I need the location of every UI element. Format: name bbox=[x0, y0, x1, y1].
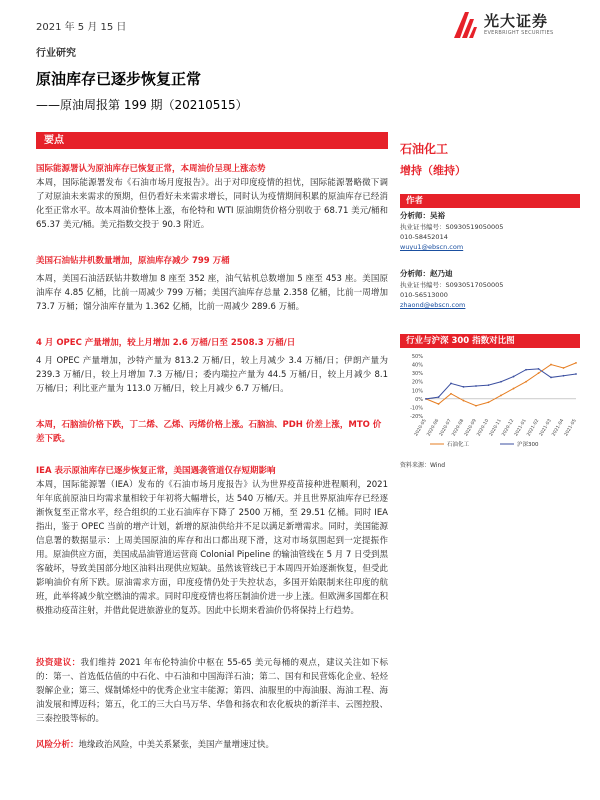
analyst-card-1 bbox=[400, 210, 580, 252]
author-label: 作者 bbox=[406, 196, 424, 206]
data-point bbox=[513, 376, 515, 378]
x-tick-label: 2020-12 bbox=[501, 418, 516, 438]
summary-section-2 bbox=[36, 254, 388, 314]
y-tick-label: 0% bbox=[415, 396, 423, 403]
data-point bbox=[500, 381, 502, 383]
investment-advice bbox=[36, 656, 388, 726]
section-headline: 美国石油钻井机数量增加，原油库存减少 799 万桶 bbox=[36, 256, 230, 266]
x-tick-label: 2021-01 bbox=[513, 418, 528, 438]
analyst-card-2 bbox=[400, 268, 580, 310]
section-body: 4 月 OPEC 产量增加，沙特产量为 813.2 万桶/日，较上月减少 3.4 万桶/日；伊朗产量为 239.3 万桶/日，较上月增加 7.3 万桶/日；委内瑞拉产量为 44.5 万桶/日，较上月减少 8.1 万桶/日；利比亚产量为 113.0 万桶/日，较上月减少 6.7 万桶/日。 bbox=[36, 356, 388, 394]
x-tick-label: 2021-05 bbox=[563, 418, 578, 438]
x-tick-label: 2020-08 bbox=[451, 418, 466, 438]
section-headline: 本周，石脑油价格下跌，丁二烯、乙烯、丙烯价格上涨。石脑油、PDH 价差上涨，MTO 价差下跌。 bbox=[36, 420, 382, 444]
y-tick-label: -20% bbox=[410, 414, 423, 420]
data-point bbox=[425, 398, 427, 400]
company-logo bbox=[452, 8, 582, 44]
legend-label: 石油化工 bbox=[447, 442, 470, 448]
data-point bbox=[550, 364, 552, 366]
analyst-phone: 010-58452014 bbox=[400, 233, 448, 241]
data-point bbox=[475, 405, 477, 407]
chart-label: 行业与沪深 300 指数对比图 bbox=[406, 336, 515, 346]
x-tick-label: 2020-06 bbox=[426, 418, 441, 438]
x-tick-label: 2020-05 bbox=[413, 418, 428, 438]
report-type: 行业研究 bbox=[36, 48, 76, 59]
author-header-bar bbox=[400, 194, 580, 208]
risk-body: 地缘政治风险，中美关系紧张，美国产量增速过快。 bbox=[78, 740, 275, 750]
page-title: 原油库存已逐步恢复正常 bbox=[36, 70, 202, 88]
summary-header-bar bbox=[36, 132, 388, 149]
data-point bbox=[513, 388, 515, 390]
chart-source: 资料来源：Wind bbox=[400, 462, 446, 469]
data-point bbox=[463, 400, 465, 402]
analyst-license: 执业证书编号：S0930519050005 bbox=[400, 223, 504, 231]
data-point bbox=[475, 385, 477, 387]
x-tick-label: 2021-03 bbox=[538, 418, 553, 438]
sector-name: 石油化工 bbox=[400, 142, 449, 156]
data-point bbox=[538, 368, 540, 370]
risk-analysis bbox=[36, 738, 388, 752]
data-point bbox=[563, 375, 565, 377]
everbright-logo-icon bbox=[452, 10, 478, 40]
y-tick-label: 40% bbox=[411, 362, 423, 369]
x-tick-label: 2020-11 bbox=[488, 418, 503, 438]
data-point bbox=[575, 362, 577, 364]
data-point bbox=[525, 369, 527, 371]
data-point bbox=[500, 395, 502, 397]
section-body: 本周，国际能源署发布《石油市场月度报告》。出于对印度疫情的担忧，国际能源署略微下调了对原油未来需求的预期，但仍看好未来需求增长，同时认为疫情期间积累的原油库存已经消化至正常水平。故本周油价整体上涨，布伦特和 WTI 原油期货价格分别收于 68.71 美元/桶和 65.37 美元/桶。美元指数交投于 90.3 附近。 bbox=[36, 178, 388, 230]
section-headline: 4 月 OPEC 产量增加，较上月增加 2.6 万桶/日至 2508.3 万桶/日 bbox=[36, 338, 296, 348]
page-subtitle: ——原油周报第 199 期（20210515） bbox=[36, 98, 248, 112]
data-point bbox=[450, 383, 452, 385]
series-line bbox=[426, 369, 576, 399]
data-point bbox=[575, 373, 577, 375]
data-point bbox=[463, 386, 465, 388]
section-body: 本周，国际能源署（IEA）发布的《石油市场月度报告》认为世界疫苗接种进程顺利，2021 年年底前原油日均需求量相较于年初将大幅增长，达 540 万桶/天。并且世界原油库存已经逐渐恢复至正常水平，经合组织的工业石油库存下降了 2500 万桶，至 29.51 亿桶。同时 IEA 指出，鉴于 OPEC 当前的增产计划，新增的原油供给并不足以满足新增需求。同时，美国能源信息署的数据显示：上周美国原油的库存和出口都出现下滑，这对市场氛围起到一定提振作用。原油供应方面，美国成品油管道运营商 Colonial Pipeline 的输油管线在 5 月 7 日受到黑客破坏，导致美国部分地区油料出现供应短缺。虽然该管线已于本周四开始逐渐恢复，但受此影响油价有所下跌。原油需求方面，印度疫情仍处于失控状态，多国开始限制来往印度的航班，此举将减少航空燃油的需求。同时印度疫情也将压制油价进一步上涨。但欧洲多国都在积极推动疫苗注射，并借此促进旅游业的复苏。因此中长期来看油价仍将保持上行趋势。 bbox=[36, 480, 389, 616]
summary-section-3 bbox=[36, 336, 388, 396]
summary-section-4 bbox=[36, 418, 388, 446]
industry-vs-index-chart bbox=[400, 352, 580, 452]
analyst-license: 执业证书编号：S0930517050005 bbox=[400, 281, 504, 289]
analyst-name: 分析师：吴裕 bbox=[400, 211, 445, 220]
x-tick-label: 2020-10 bbox=[476, 418, 491, 438]
data-point bbox=[538, 372, 540, 374]
investment-body: 我们维持 2021 年布伦特油价中枢在 55-65 美元每桶的观点，建议关注如下标的：第一、首选低估值的中石化、中石油和中国海洋石油；第二、国有和民营炼化企业、轻烃裂解企业；第三、煤制烯烃中的优秀企业宝丰能源；第四、油服里的中海油服、海油工程、海油发展和博迈科；第五，化工的三大白马万华、华鲁和扬农和农化板块的新洋丰、云图控股、三泰控股等标的。 bbox=[36, 658, 388, 724]
data-point bbox=[525, 381, 527, 383]
report-date: 2021 年 5 月 15 日 bbox=[36, 22, 127, 33]
y-tick-label: 50% bbox=[411, 354, 423, 360]
chart-header-bar bbox=[400, 334, 580, 348]
series-line bbox=[426, 363, 576, 406]
rating: 增持（维持） bbox=[400, 164, 466, 177]
analyst-email-link[interactable]: zhaond@ebscn.com bbox=[400, 301, 466, 309]
legend-label: 沪深300 bbox=[517, 442, 539, 448]
section-body: 本周，美国石油活跃钻井数增加 8 座至 352 座，油气钻机总数增加 5 座至 453 座。美国原油库存 4.85 亿桶，比前一周减少 799 万桶；美国汽油库存总量 2.358 亿桶，比前一周增加 73.7 万桶；馏分油库存量为 1.362 亿桶，比前一周减少 289.6 万桶。 bbox=[36, 274, 388, 312]
summary-label: 要点 bbox=[44, 135, 64, 146]
data-point bbox=[438, 403, 440, 405]
logo-english-name: EVERBRIGHT SECURITIES bbox=[484, 30, 554, 36]
analyst-phone: 010-56513000 bbox=[400, 291, 448, 299]
y-tick-label: 10% bbox=[411, 388, 423, 395]
analyst-name: 分析师：赵乃迪 bbox=[400, 269, 453, 278]
section-headline: IEA 表示原油库存已逐步恢复正常，美国遇袭管道仅存短期影响 bbox=[36, 466, 276, 476]
investment-label: 投资建议： bbox=[36, 658, 81, 668]
y-tick-label: 30% bbox=[411, 371, 423, 378]
section-headline: 国际能源署认为原油库存已恢复正常，本周油价呈现上涨态势 bbox=[36, 164, 266, 174]
y-tick-label: -10% bbox=[410, 405, 423, 412]
data-point bbox=[450, 393, 452, 395]
analyst-email-link[interactable]: wuyu1@ebscn.com bbox=[400, 243, 464, 251]
data-point bbox=[488, 401, 490, 403]
data-point bbox=[488, 384, 490, 386]
y-tick-label: 20% bbox=[411, 379, 423, 386]
data-point bbox=[550, 377, 552, 379]
x-tick-label: 2021-02 bbox=[526, 418, 541, 438]
summary-section-1 bbox=[36, 162, 388, 232]
x-tick-label: 2020-07 bbox=[438, 418, 453, 438]
x-tick-label: 2020-09 bbox=[463, 418, 478, 438]
data-point bbox=[438, 396, 440, 398]
risk-label: 风险分析： bbox=[36, 740, 79, 750]
data-point bbox=[563, 367, 565, 369]
summary-section-5 bbox=[36, 464, 388, 618]
logo-name: 光大证券 bbox=[484, 12, 549, 30]
x-tick-label: 2021-04 bbox=[551, 418, 566, 438]
